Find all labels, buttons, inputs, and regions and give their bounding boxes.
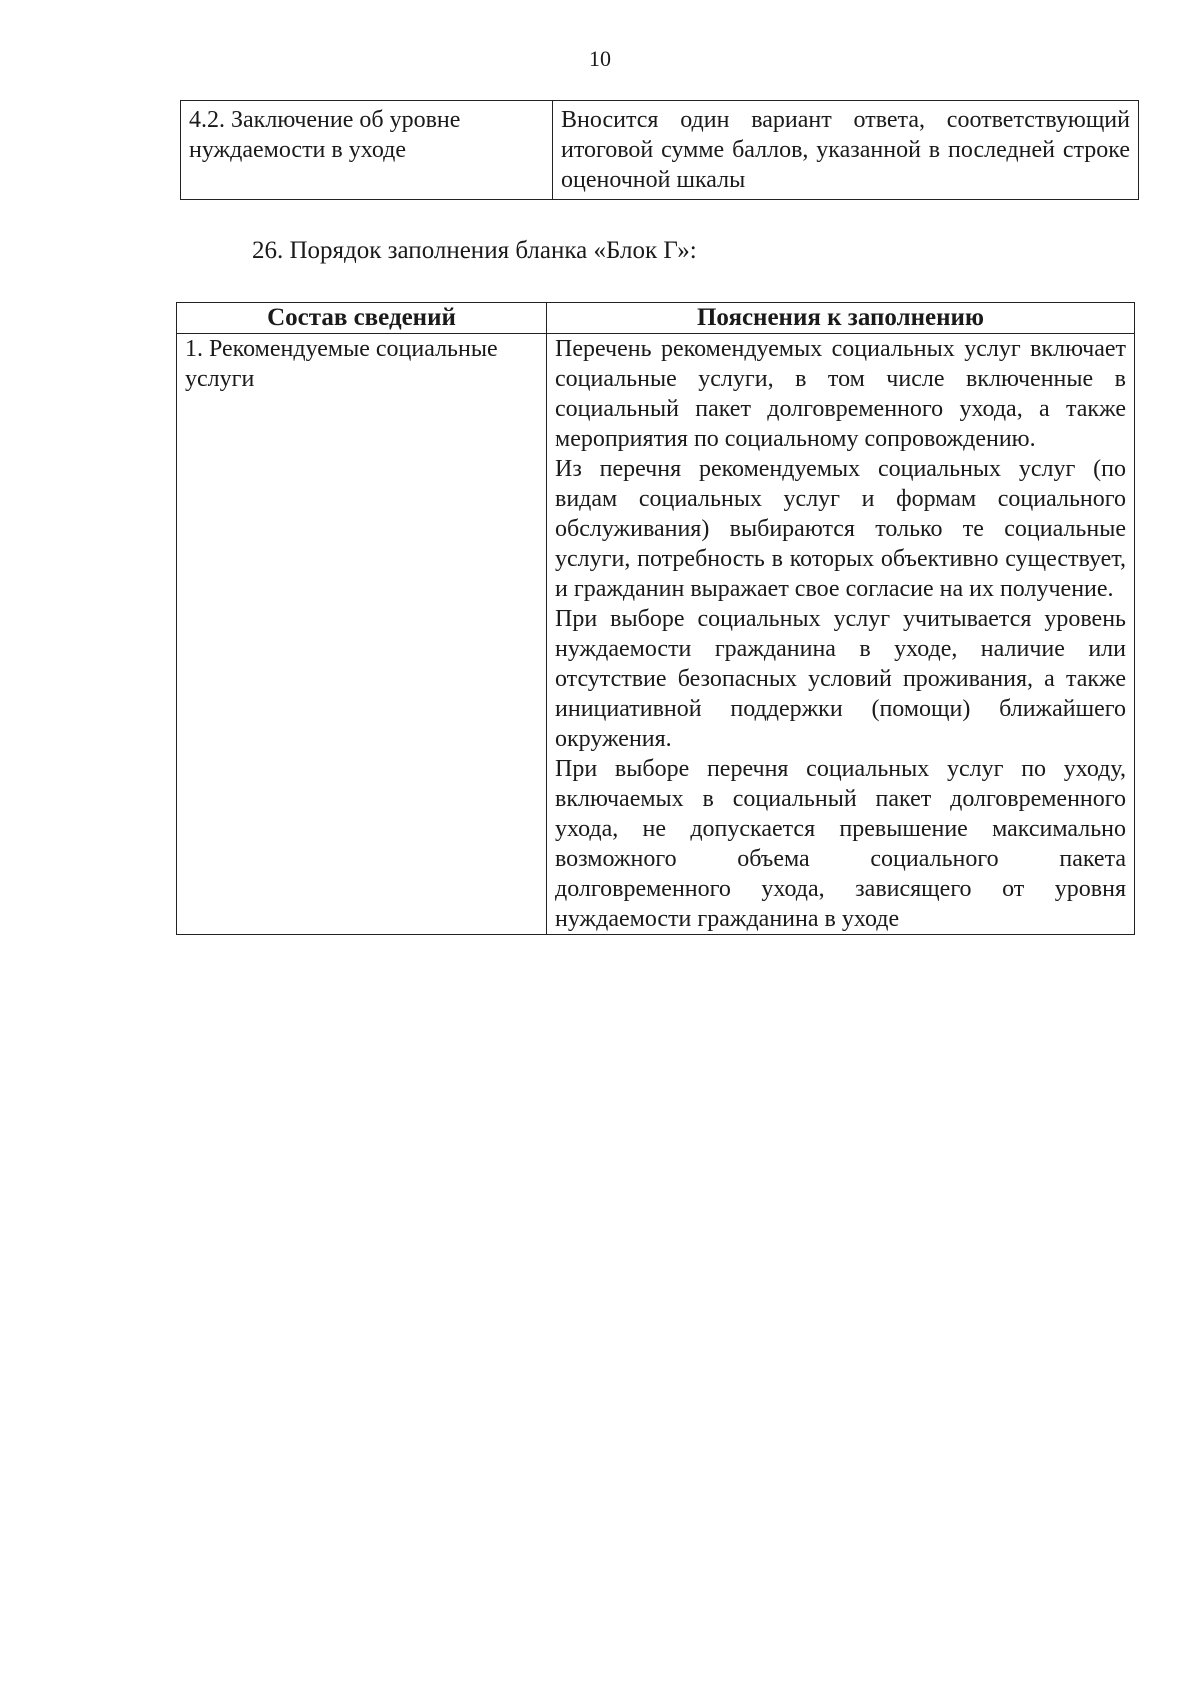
section-heading: 26. Порядок заполнения бланка «Блок Г»: — [252, 237, 697, 264]
explanation-paragraph: Перечень рекомендуемых социальных услуг включает социальные услуги, в том числе включенные в социальный пакет долговременного ухода, а также мероприятия по социальному сопровождению. — [555, 336, 1126, 452]
field-explanation-cell — [547, 334, 1135, 935]
table-row — [181, 101, 1139, 200]
explanation-paragraph: При выборе социальных услуг учитывается уровень нуждаемости гражданина в уходе, наличие или отсутствие безопасных условий проживания, а также инициативной поддержки (помощи) ближайшего окружения. — [555, 606, 1126, 752]
field-name-cell: 4.2. Заключение об уровне нуждаемости в уходе — [181, 101, 553, 200]
explanation-paragraph: При выборе перечня социальных услуг по уходу, включаемых в социальный пакет долговременного ухода, не допускается превышение максимально возможного объема социального пакета долговременного ухода, зависящего от уровня нуждаемости гражданина в уходе — [555, 756, 1126, 932]
field-explanation-cell: Вносится один вариант ответа, соответствующий итоговой сумме баллов, указанной в последней строке оценочной шкалы — [553, 101, 1139, 200]
block-g-instructions-table — [176, 302, 1135, 935]
column-header-explanations: Пояснения к заполнению — [547, 303, 1135, 334]
column-header-composition: Состав сведений — [177, 303, 547, 334]
page-number: 10 — [589, 46, 611, 71]
explanation-paragraph: Из перечня рекомендуемых социальных услуг (по видам социальных услуг и формам социального обслуживания) выбираются только те социальные услуги, потребность в которых объективно существует, и гражданин выражает свое согласие на их получение. — [555, 456, 1126, 602]
table-row — [177, 334, 1135, 935]
assessment-conclusion-table — [180, 100, 1139, 200]
field-name-cell: 1. Рекомендуемые социальные услуги — [177, 334, 547, 935]
table-header-row — [177, 303, 1135, 334]
